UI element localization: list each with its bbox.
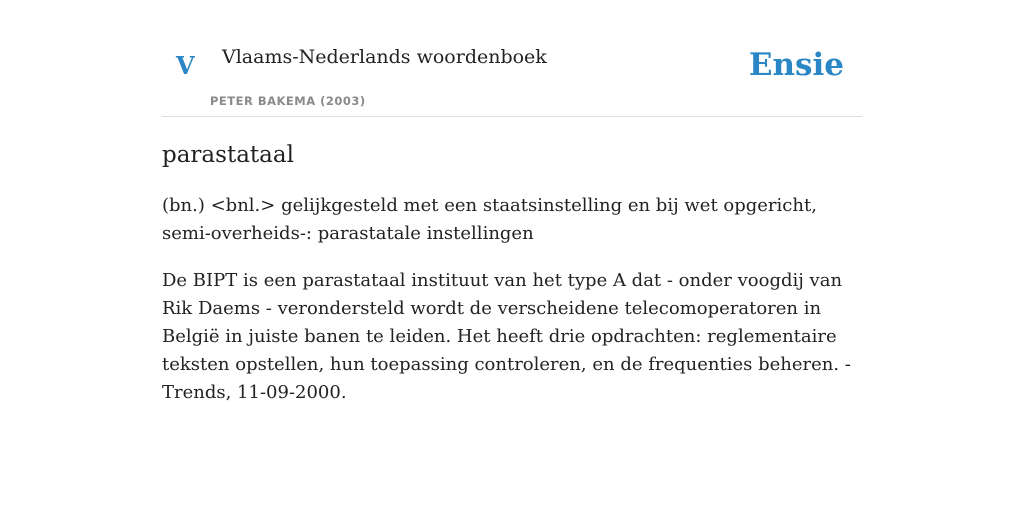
- example-text: De BIPT is een parastataal instituut van het type A dat - onder voogdij van Rik Daems - verondersteld wordt de verscheidene telecomoperatoren in België in juiste banen te leiden. Het heeft drie opdrachten: reglementaire teksten opstellen, hun toepassing controleren, en de frequenties beheren. -Trends, 11-09-2000.: [162, 269, 851, 403]
- entry-card: [162, 0, 862, 407]
- headword: parastataal: [162, 142, 294, 168]
- letter-badge: V: [176, 51, 195, 80]
- dictionary-author: PETER BAKEMA (2003): [210, 94, 366, 108]
- dictionary-header: [162, 0, 862, 117]
- ensie-logo-link[interactable]: Ensie: [748, 47, 844, 83]
- dictionary-title-link[interactable]: Vlaams-Nederlands woordenboek: [222, 46, 547, 68]
- definition-text: (bn.) <bnl.> gelijkgesteld met een staatsinstelling en bij wet opgericht, semi-overheids-: parastatale instellingen: [162, 194, 817, 244]
